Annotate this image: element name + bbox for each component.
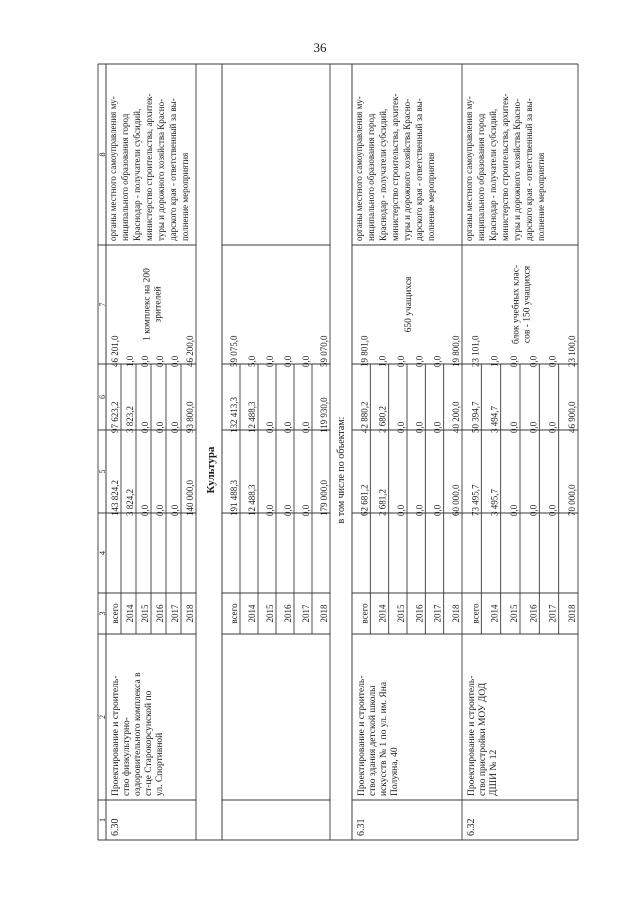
cell-years: 2016 bbox=[155, 604, 165, 623]
cell-col5: 0,0 bbox=[140, 421, 150, 433]
cell-col6: 19 801,0 bbox=[359, 335, 370, 367]
cell-col5: 0,0 bbox=[414, 421, 425, 433]
subtotal-label: в том числе по объектам: bbox=[336, 416, 347, 524]
cell-col6: 5,0 bbox=[247, 355, 257, 367]
cell-years: 2016 bbox=[283, 604, 293, 623]
cell-col5: 50 394,7 bbox=[470, 401, 481, 433]
cell-col5: 0,0 bbox=[432, 421, 443, 433]
executor-line: органы местного самоуправления му- bbox=[354, 96, 364, 241]
result-line: зрителей bbox=[153, 286, 164, 323]
cell-col4: 0,0 bbox=[301, 504, 311, 516]
cell-col5: 0,0 bbox=[396, 421, 406, 433]
executor-line: дарского края - ответственный за вы- bbox=[168, 98, 178, 241]
cell-years: 2015 bbox=[509, 604, 519, 623]
cell-years: 2016 bbox=[528, 604, 539, 623]
cell-col6: 46 201,0 bbox=[110, 335, 120, 367]
object-name-line: Проектирование и строитель- bbox=[357, 675, 367, 796]
cell-col5: 3 494,7 bbox=[489, 406, 500, 433]
cell-col6: 0,0 bbox=[301, 355, 311, 367]
cell-col6: 0,0 bbox=[140, 355, 150, 367]
cell-col6: 23 101,0 bbox=[470, 335, 481, 367]
cell-years: 2018 bbox=[185, 604, 195, 623]
cell-col5: 0,0 bbox=[301, 421, 311, 433]
cell-col4: 0,0 bbox=[414, 504, 425, 516]
cell-years: всего bbox=[359, 603, 370, 624]
cell-col5: 2 680,2 bbox=[377, 406, 388, 433]
row-number: 6.32 bbox=[466, 818, 477, 836]
executor-line: полнение мероприятия bbox=[180, 152, 190, 241]
executor-line: министерство строительства, архитек- bbox=[500, 93, 510, 241]
cell-col6: 0,0 bbox=[155, 355, 165, 367]
cell-col5: 3 823,2 bbox=[125, 406, 135, 433]
cell-col5: 40 200,0 bbox=[451, 401, 461, 433]
object-name-line: Проектирование и строитель- bbox=[111, 675, 121, 796]
cell-years: 2018 bbox=[319, 604, 329, 623]
object-name-line: Проектирование и строитель- bbox=[467, 675, 477, 796]
cell-col4: 0,0 bbox=[155, 504, 165, 516]
cell-years: 2018 bbox=[567, 604, 577, 623]
cell-col5: 119 930,0 bbox=[319, 397, 329, 433]
executor-line: министерство строительства, архитек- bbox=[144, 93, 154, 241]
cell-years: 2018 bbox=[451, 604, 461, 623]
cell-col4: 70 000,0 bbox=[567, 484, 577, 516]
object-name-line: оздоровительного комплекса в bbox=[133, 672, 143, 796]
cell-years: всего bbox=[110, 603, 120, 624]
cell-col6: 59 070,0 bbox=[319, 335, 329, 367]
object-name-line: ст-це Старокорсунской по bbox=[144, 690, 154, 796]
cell-years: всего bbox=[229, 603, 239, 624]
column-number: 4 bbox=[98, 551, 107, 555]
column-number: 6 bbox=[98, 395, 107, 399]
cell-years: 2015 bbox=[265, 604, 275, 623]
object-name-line: Полуяна, 40 bbox=[390, 747, 400, 796]
executor-line: туры и дорожного хозяйства Красно- bbox=[512, 98, 522, 241]
cell-col4: 143 824,2 bbox=[110, 480, 120, 516]
executor-line: ниципального образования город bbox=[366, 113, 376, 241]
cell-col5: 0,0 bbox=[265, 421, 275, 433]
cell-col4: 0,0 bbox=[396, 504, 406, 516]
page-number: 36 bbox=[313, 40, 327, 55]
executor-line: органы местного самоуправления му- bbox=[108, 96, 118, 241]
cell-col5: 0,0 bbox=[509, 421, 519, 433]
cell-col5: 12 488,3 bbox=[247, 401, 257, 433]
cell-years: 2014 bbox=[377, 604, 388, 623]
cell-col6: 1,0 bbox=[377, 355, 388, 367]
cell-years: 2017 bbox=[432, 604, 443, 623]
column-number: 5 bbox=[98, 469, 107, 474]
result-line: блок учебных клас- bbox=[511, 264, 522, 345]
cell-col5: 0,0 bbox=[283, 421, 293, 433]
object-name-line: ДШИ № 12 bbox=[489, 749, 499, 796]
cell-col5: 132 413,3 bbox=[229, 397, 239, 433]
cell-col4: 60 000,0 bbox=[451, 484, 461, 516]
object-name-line: искусств № 1 по ул. им. Яна bbox=[379, 681, 389, 796]
column-number: 8 bbox=[98, 152, 107, 157]
cell-col6: 0,0 bbox=[396, 355, 406, 367]
cell-col4: 3 495,7 bbox=[489, 489, 500, 516]
executor-line: Краснодар - получатели субсидий, bbox=[488, 108, 498, 241]
cell-col4: 12 488,3 bbox=[247, 484, 257, 516]
cell-col6: 0,0 bbox=[170, 355, 180, 367]
object-name-line: ство пристройки МОУ ДОД bbox=[478, 682, 488, 796]
cell-col6: 0,0 bbox=[283, 355, 293, 367]
cell-col6: 0,0 bbox=[509, 355, 519, 367]
executor-line: дарского края - ответственный за вы- bbox=[414, 98, 424, 241]
cell-col5: 0,0 bbox=[528, 421, 539, 433]
cell-col5: 0,0 bbox=[155, 421, 165, 433]
cell-years: 2017 bbox=[170, 604, 180, 623]
object-name-line: ство здания детской школы bbox=[368, 685, 378, 796]
executor-line: туры и дорожного хозяйства Красно- bbox=[402, 98, 412, 241]
cell-col4: 73 495,7 bbox=[470, 484, 481, 516]
cell-col6: 0,0 bbox=[265, 355, 275, 367]
result-line: сов - 150 учащихся bbox=[522, 265, 533, 344]
cell-col5: 0,0 bbox=[547, 421, 558, 433]
executor-line: органы местного самоуправления му- bbox=[464, 96, 474, 241]
cell-col5: 93 800,0 bbox=[185, 401, 195, 433]
cell-years: 2014 bbox=[125, 604, 135, 623]
executor-line: ниципального образования город bbox=[120, 113, 130, 241]
row-number: 6.30 bbox=[110, 818, 121, 836]
cell-col4: 0,0 bbox=[528, 504, 539, 516]
cell-years: 2015 bbox=[396, 604, 406, 623]
cell-col6: 46 200,0 bbox=[185, 335, 195, 367]
cell-col4: 140 000,0 bbox=[185, 480, 195, 516]
cell-col4: 0,0 bbox=[265, 504, 275, 516]
cell-col6: 23 100,0 bbox=[567, 335, 577, 367]
cell-col6: 1,0 bbox=[489, 355, 500, 367]
cell-col6: 0,0 bbox=[432, 355, 443, 367]
section-title-culture: Культура bbox=[205, 446, 217, 494]
object-name-line: ство физкультурно- bbox=[122, 717, 132, 796]
cell-col5: 42 880,2 bbox=[359, 401, 370, 433]
cell-years: 2017 bbox=[547, 604, 558, 623]
cell-col6: 0,0 bbox=[547, 355, 558, 367]
cell-col4: 0,0 bbox=[432, 504, 443, 516]
column-number: 3 bbox=[98, 611, 107, 616]
cell-years: всего bbox=[470, 603, 481, 624]
cell-col4: 191 488,3 bbox=[229, 480, 239, 516]
result-line: 1 комплекс на 200 bbox=[142, 268, 153, 341]
executor-line: Краснодар - получатели субсидий, bbox=[378, 108, 388, 241]
cell-col4: 0,0 bbox=[283, 504, 293, 516]
executor-line: ниципального образования город bbox=[476, 113, 486, 241]
cell-col6: 1,0 bbox=[125, 355, 135, 367]
cell-col6: 0,0 bbox=[414, 355, 425, 367]
cell-col4: 3 824,2 bbox=[125, 489, 135, 516]
cell-years: 2016 bbox=[414, 604, 425, 623]
row-number: 6.31 bbox=[356, 818, 367, 836]
column-number: 2 bbox=[98, 715, 107, 719]
cell-years: 2014 bbox=[247, 604, 257, 623]
cell-col4: 0,0 bbox=[509, 504, 519, 516]
cell-col4: 0,0 bbox=[140, 504, 150, 516]
cell-col5: 0,0 bbox=[170, 421, 180, 433]
cell-col5: 97 623,2 bbox=[110, 401, 120, 433]
executor-line: министерство строительства, архитек- bbox=[390, 93, 400, 241]
cell-col5: 46 900,0 bbox=[567, 401, 577, 433]
cell-col4: 0,0 bbox=[170, 504, 180, 516]
cell-col4: 0,0 bbox=[547, 504, 558, 516]
cell-col4: 2 681,2 bbox=[377, 489, 388, 516]
object-name-line: ул. Спортивной bbox=[155, 732, 165, 796]
cell-years: 2017 bbox=[301, 604, 311, 623]
executor-line: Краснодар - получатели субсидий, bbox=[132, 108, 142, 241]
cell-col6: 0,0 bbox=[528, 355, 539, 367]
cell-years: 2014 bbox=[489, 604, 500, 623]
executor-line: полнение мероприятия bbox=[536, 152, 546, 241]
column-number: 7 bbox=[98, 302, 107, 307]
result-line: 650 учащихся bbox=[404, 276, 414, 333]
cell-col4: 62 681,2 bbox=[359, 484, 370, 516]
column-number: 1 bbox=[98, 818, 107, 822]
executor-line: дарского края - ответственный за вы- bbox=[524, 98, 534, 241]
executor-line: туры и дорожного хозяйства Красно- bbox=[156, 98, 166, 241]
cell-col4: 179 000,0 bbox=[319, 480, 329, 516]
cell-col6: 19 800,0 bbox=[451, 335, 461, 367]
cell-years: 2015 bbox=[140, 604, 150, 623]
executor-line: полнение мероприятия bbox=[426, 152, 436, 241]
cell-col6: 59 075,0 bbox=[229, 335, 239, 367]
